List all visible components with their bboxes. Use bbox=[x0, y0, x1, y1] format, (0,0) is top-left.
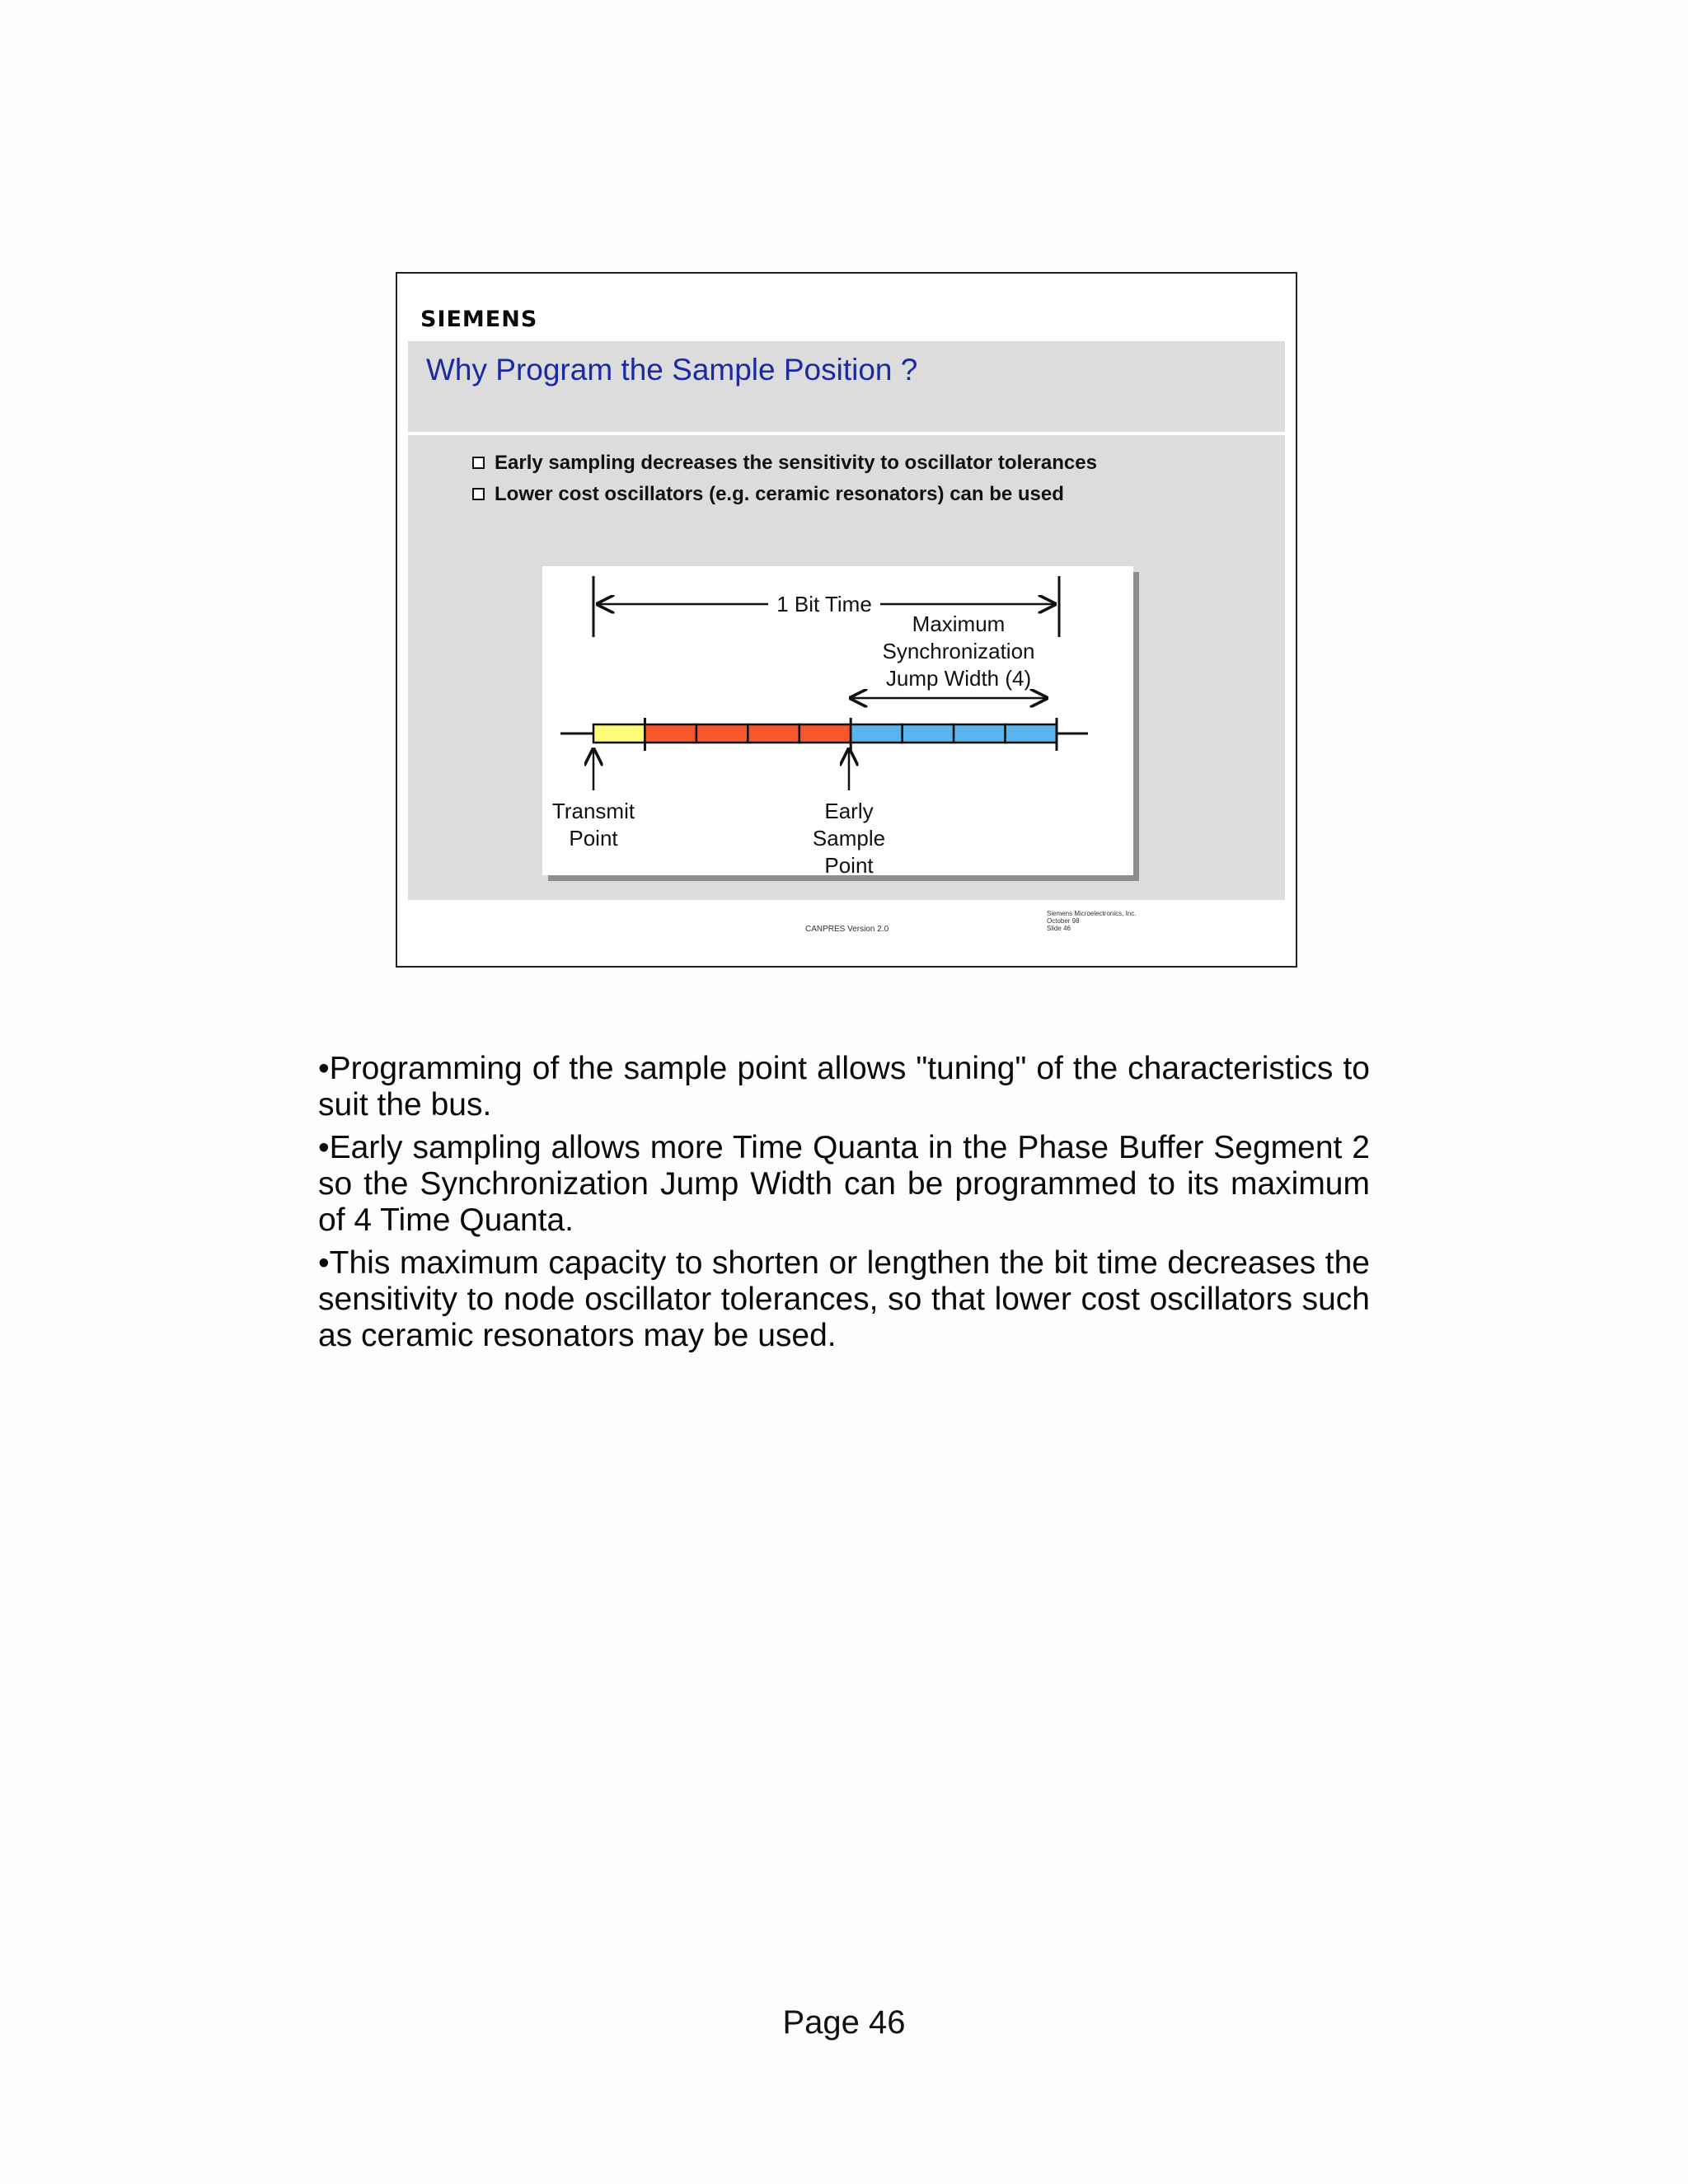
time-quantum-prop+phase1 bbox=[799, 724, 851, 743]
slide bbox=[396, 272, 1297, 968]
time-quantum-prop+phase1 bbox=[645, 724, 696, 743]
slide-footer-info: Siemens Microelectronics, Inc. October 98 Slide 46 bbox=[1047, 910, 1137, 932]
notes-paragraph: •This maximum capacity to shorten or lengthen the bit time decreases the sensitivity to node oscillator tolerances, so that lower cost oscillators such as ceramic resonators may be used. bbox=[318, 1245, 1370, 1353]
slide-bullet: Early sampling decreases the sensitivity to oscillator tolerances bbox=[472, 452, 1097, 475]
time-quantum-phase2 bbox=[1006, 724, 1057, 743]
transmit-label-line: Point bbox=[569, 826, 618, 851]
title-band bbox=[408, 341, 1285, 432]
slide-title: Why Program the Sample Position ? bbox=[426, 353, 918, 387]
bit-timing-svg bbox=[542, 566, 1133, 875]
notes-paragraph: •Early sampling allows more Time Quanta in the Phase Buffer Segment 2 so the Synchronization Jump Width can be programmed to its maximum of 4 Time Quanta. bbox=[318, 1130, 1370, 1238]
sjw-label-line: Maximum bbox=[912, 612, 1006, 636]
time-quantum-prop+phase1 bbox=[696, 724, 748, 743]
bit-timing-diagram bbox=[542, 566, 1133, 875]
checkbox-bullet-icon bbox=[472, 457, 485, 469]
sample-label-line: Early bbox=[824, 799, 874, 823]
checkbox-bullet-icon bbox=[472, 488, 485, 500]
bit-time-label: 1 Bit Time bbox=[776, 592, 872, 616]
time-quantum-phase2 bbox=[903, 724, 954, 743]
transmit-label-line: Transmit bbox=[551, 799, 635, 823]
time-quantum-sync bbox=[593, 724, 645, 743]
content-band bbox=[408, 435, 1285, 900]
notes-paragraph: •Programming of the sample point allows "tuning" of the characteristics to suit the bus. bbox=[318, 1051, 1370, 1122]
sample-label-line: Sample bbox=[812, 826, 886, 851]
time-quantum-phase2 bbox=[851, 724, 902, 743]
page-number: Page 46 bbox=[782, 2004, 906, 2041]
notes-text bbox=[318, 1051, 1370, 1361]
sample-label-line: Point bbox=[824, 853, 874, 875]
time-quantum-prop+phase1 bbox=[748, 724, 799, 743]
siemens-logo: SIEMENS bbox=[420, 307, 538, 332]
sjw-label-line: Synchronization bbox=[882, 639, 1035, 663]
sjw-label-line: Jump Width (4) bbox=[885, 666, 1032, 691]
bit-segments bbox=[593, 718, 1057, 751]
slide-footer-version: CANPRES Version 2.0 bbox=[805, 925, 889, 934]
time-quantum-phase2 bbox=[954, 724, 1005, 743]
slide-bullet: Lower cost oscillators (e.g. ceramic resonators) can be used bbox=[472, 483, 1064, 506]
